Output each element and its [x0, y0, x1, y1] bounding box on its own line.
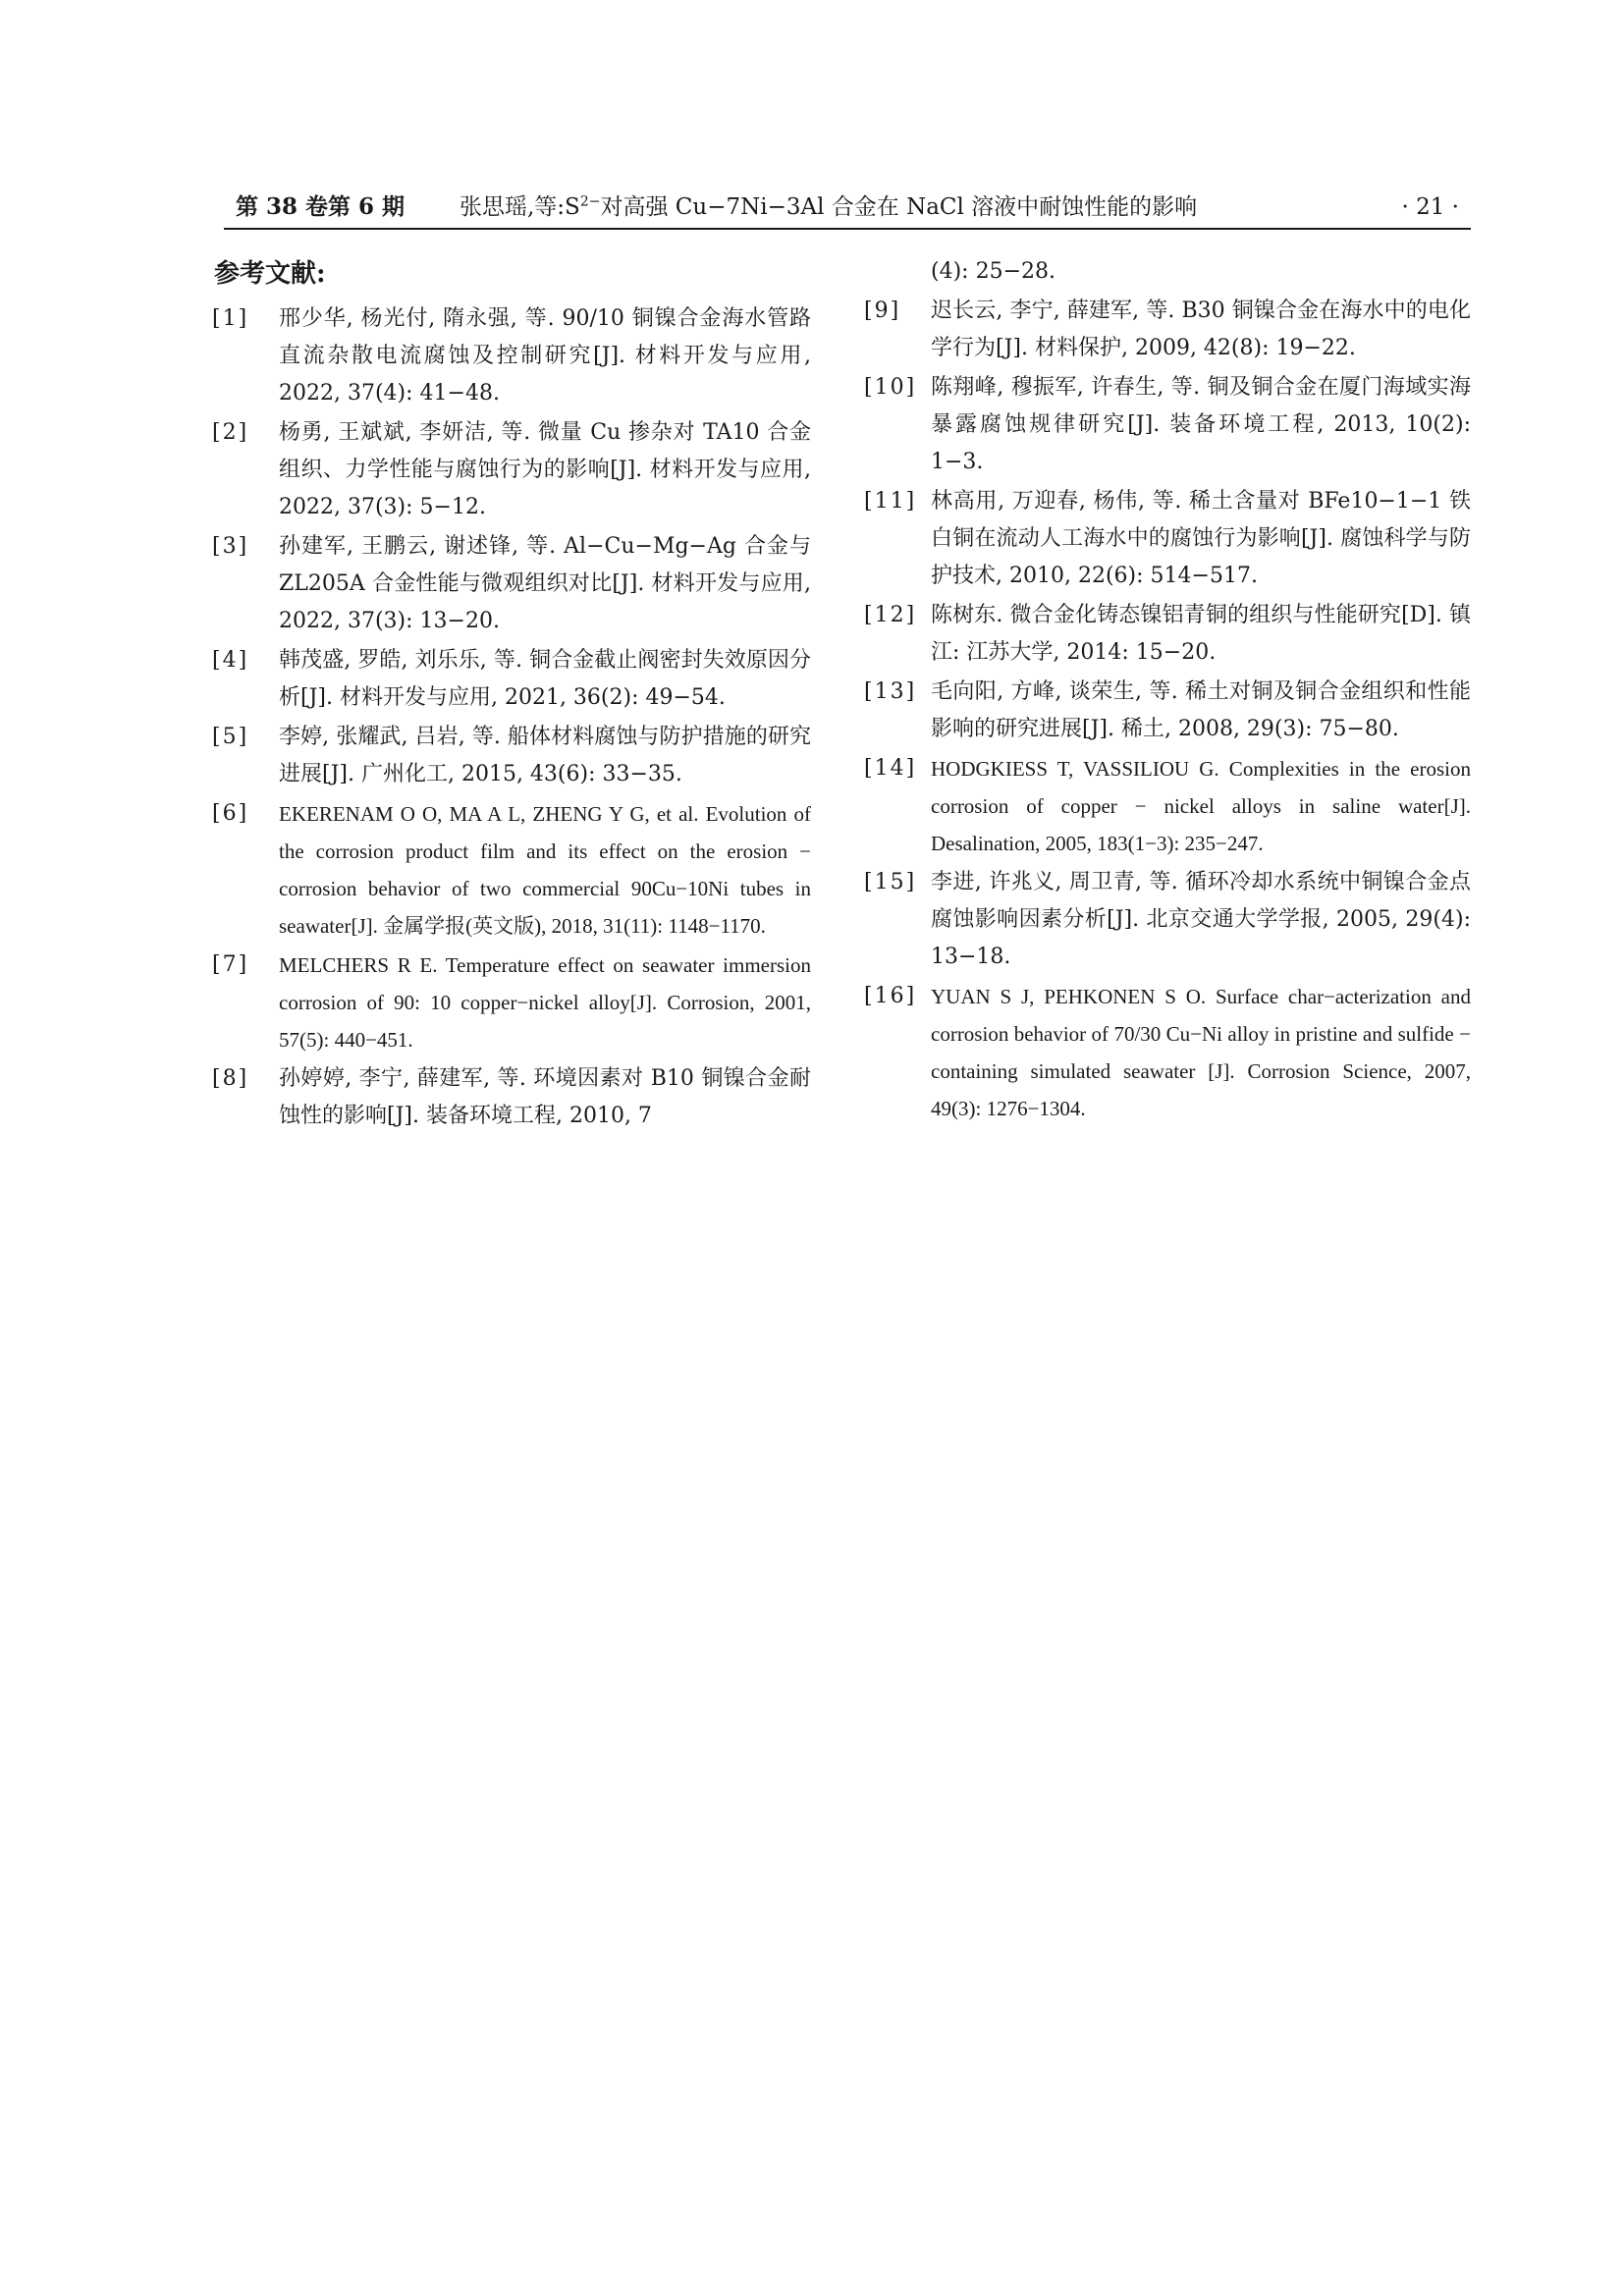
reference-text: 李婷, 张耀武, 吕岩, 等. 船体材料腐蚀与防护措施的研究进展[J]. 广州化工, 2015, 43(6): 33−35. — [279, 725, 811, 786]
reference-item — [864, 293, 1471, 367]
reference-item — [864, 483, 1471, 595]
reference-text: 邢少华, 杨光付, 隋永强, 等. 90/10 铜镍合金海水管路直流杂散电流腐蚀及控制研究[J]. 材料开发与应用, 2022, 37(4): 41−48. — [279, 306, 811, 406]
reference-number: [4] — [212, 648, 249, 673]
running-title-prefix: 张思瑶,等:S — [460, 194, 580, 220]
reference-text: MELCHERS R E. Temperature effect on seawater immersion corrosion of 90: 10 copper−nickel alloy[J]. Corrosion, 2001, 57(5): 440−451. — [279, 953, 811, 1052]
running-title — [460, 192, 1197, 222]
reference-list-left — [212, 300, 811, 1135]
reference-item — [864, 674, 1471, 748]
running-header — [224, 192, 1471, 230]
reference-list-right — [864, 293, 1471, 1127]
reference-number: [13] — [864, 679, 917, 704]
reference-text: 迟长云, 李宁, 薛建军, 等. B30 铜镍合金在海水中的电化学行为[J]. 材料保护, 2009, 42(8): 19−22. — [931, 298, 1471, 360]
reference-text: 孙建军, 王鹏云, 谢述锋, 等. Al−Cu−Mg−Ag 合金与 ZL205A 合金性能与微观组织对比[J]. 材料开发与应用, 2022, 37(3): 13−20. — [279, 534, 811, 633]
reference-number: [7] — [212, 952, 249, 977]
reference-item — [212, 414, 811, 526]
reference-text: YUAN S J, PEHKONEN S O. Surface char−acterization and corrosion behavior of 70/30 Cu−Ni alloy in pristine and sulfide − containing simulated seawater [J]. Corrosion Science, 2007, 49(3): 1276−1304. — [931, 985, 1471, 1120]
sulfide-charge: 2− — [579, 193, 601, 210]
reference-item — [864, 369, 1471, 481]
reference-number: [1] — [212, 306, 249, 331]
reference-number: [16] — [864, 984, 917, 1008]
reference-number: [12] — [864, 603, 917, 627]
reference-item — [212, 642, 811, 717]
reference-text: 李进, 许兆义, 周卫青, 等. 循环冷却水系统中铜镍合金点腐蚀影响因素分析[J]. 北京交通大学学报, 2005, 29(4): 13−18. — [931, 870, 1471, 969]
reference-item — [864, 597, 1471, 672]
reference-number: [14] — [864, 756, 917, 781]
reference-text: 陈翔峰, 穆振军, 许春生, 等. 铜及铜合金在厦门海域实海暴露腐蚀规律研究[J]. 装备环境工程, 2013, 10(2): 1−3. — [931, 375, 1471, 474]
reference-item — [212, 795, 811, 945]
reference-item — [212, 528, 811, 640]
reference-text: HODGKIESS T, VASSILIOU G. Complexities in the erosion corrosion of copper − nickel alloys in saline water[J]. Desalination, 2005, 183(1−3): 235−247. — [931, 757, 1471, 855]
reference-item — [212, 300, 811, 412]
reference-text: 毛向阳, 方峰, 谈荣生, 等. 稀土对铜及铜合金组织和性能影响的研究进展[J]. 稀土, 2008, 29(3): 75−80. — [931, 679, 1471, 741]
references-left-column — [212, 257, 811, 1137]
reference-text: 韩茂盛, 罗皓, 刘乐乐, 等. 铜合金截止阀密封失效原因分析[J]. 材料开发与应用, 2021, 36(2): 49−54. — [279, 648, 811, 710]
reference-number: [5] — [212, 725, 249, 749]
reference-item — [864, 864, 1471, 976]
reference-number: [11] — [864, 489, 917, 514]
reference-number: [15] — [864, 870, 917, 894]
references-right-column — [864, 253, 1471, 1129]
reference-item — [212, 719, 811, 793]
reference-text: 杨勇, 王斌斌, 李妍洁, 等. 微量 Cu 掺杂对 TA10 合金组织、力学性能与腐蚀行为的影响[J]. 材料开发与应用, 2022, 37(3): 5−12. — [279, 420, 811, 519]
reference-text: 孙婷婷, 李宁, 薛建军, 等. 环境因素对 B10 铜镍合金耐蚀性的影响[J]. 装备环境工程, 2010, 7 — [279, 1066, 811, 1128]
page-number: · 21 · — [1401, 194, 1459, 220]
journal-issue: 第 38 卷第 6 期 — [236, 193, 406, 220]
reference-number: [9] — [864, 298, 901, 323]
reference-text: 林高用, 万迎春, 杨伟, 等. 稀土含量对 BFe10−1−1 铁白铜在流动人工海水中的腐蚀行为影响[J]. 腐蚀科学与防护技术, 2010, 22(6): 514−517. — [931, 489, 1471, 588]
reference-number: [8] — [212, 1066, 249, 1091]
reference-text: EKERENAM O O, MA A L, ZHENG Y G, et al. Evolution of the corrosion product film and its effect on the erosion − corrosion behavior of two commercial 90Cu−10Ni tubes in seawater[J]. 金属学报(英文版), 2018, 31(11): 1148−1170. — [279, 802, 811, 938]
reference-number: [3] — [212, 534, 249, 559]
reference-item — [864, 978, 1471, 1127]
reference-item — [864, 750, 1471, 862]
reference-number: [10] — [864, 375, 917, 400]
reference-number: [6] — [212, 801, 249, 826]
references-heading: 参考文献: — [214, 259, 326, 289]
reference-text: 陈树东. 微合金化铸态镍铝青铜的组织与性能研究[D]. 镇江: 江苏大学, 2014: 15−20. — [931, 603, 1471, 665]
reference-item — [212, 947, 811, 1058]
reference-number: [2] — [212, 420, 249, 445]
reference-8-continuation: (4): 25−28. — [931, 259, 1056, 284]
reference-item — [212, 1060, 811, 1135]
running-title-suffix: 对高强 Cu−7Ni−3Al 合金在 NaCl 溶液中耐蚀性能的影响 — [600, 194, 1198, 220]
